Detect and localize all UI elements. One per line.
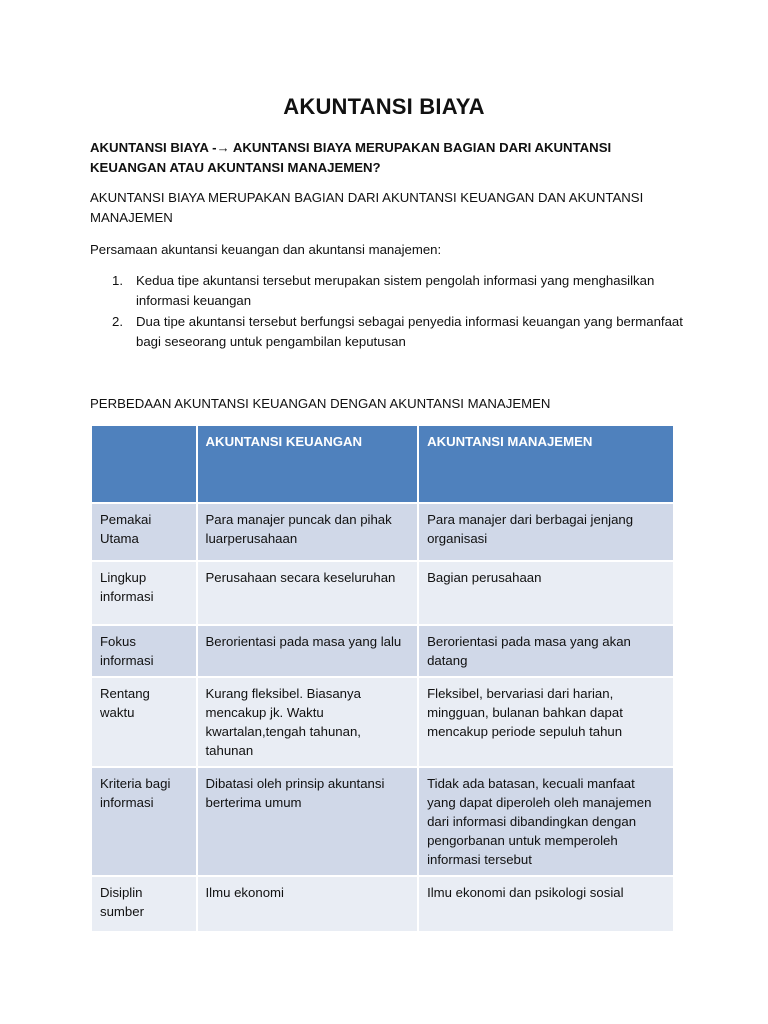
table-row — [91, 503, 674, 561]
list-number: 1. — [112, 273, 123, 288]
list-item — [90, 271, 690, 311]
cell-keuangan: Perusahaan secara keseluruhan — [197, 561, 419, 625]
row-label: Lingkup informasi — [91, 561, 197, 625]
list-item-text: Kedua tipe akuntansi tersebut merupakan sistem pengolah informasi yang menghasilkan informasi keuangan — [136, 273, 655, 308]
table-header-blank — [91, 425, 197, 503]
table-row — [91, 561, 674, 625]
table-row — [91, 677, 674, 767]
table-row — [91, 625, 674, 677]
table-header-row — [91, 425, 674, 503]
cell-keuangan: Berorientasi pada masa yang lalu — [197, 625, 419, 677]
row-label: Fokus informasi — [91, 625, 197, 677]
table-header-keuangan: AKUNTANSI KEUANGAN — [197, 425, 419, 503]
row-label: Pemakai Utama — [91, 503, 197, 561]
cell-manajemen: Berorientasi pada masa yang akan datang — [418, 625, 674, 677]
list-item — [90, 312, 690, 352]
cell-manajemen: Fleksibel, bervariasi dari harian, mingguan, bulanan bahkan dapat mencakup periode sepuluh tahun — [418, 677, 674, 767]
row-label: Rentang waktu — [91, 677, 197, 767]
list-number: 2. — [112, 314, 123, 329]
row-label: Kriteria bagi informasi — [91, 767, 197, 876]
differences-title: PERBEDAAN AKUNTANSI KEUANGAN DENGAN AKUNTANSI MANAJEMEN — [90, 396, 551, 411]
cell-manajemen: Para manajer dari berbagai jenjang organisasi — [418, 503, 674, 561]
cell-keuangan: Dibatasi oleh prinsip akuntansi berterima umum — [197, 767, 419, 876]
cell-manajemen: Bagian perusahaan — [418, 561, 674, 625]
cell-manajemen: Tidak ada batasan, kecuali manfaat yang dapat diperoleh oleh manajemen dari informasi dibandingkan dengan pengorbanan untuk memperoleh informasi tersebut — [418, 767, 674, 876]
table-row — [91, 876, 674, 932]
question-heading: AKUNTANSI BIAYA -→ AKUNTANSI BIAYA MERUPAKAN BAGIAN DARI AKUNTANSI KEUANGAN ATAU AKUNTANSI MANAJEMEN? — [90, 140, 612, 175]
page-title: AKUNTANSI BIAYA — [283, 94, 485, 119]
cell-keuangan: Kurang fleksibel. Biasanya mencakup jk. Waktu kwartalan,tengah tahunan, tahunan — [197, 677, 419, 767]
cell-keuangan: Ilmu ekonomi — [197, 876, 419, 932]
table-header-manajemen: AKUNTANSI MANAJEMEN — [418, 425, 674, 503]
comparison-table — [90, 424, 675, 933]
cell-manajemen: Ilmu ekonomi dan psikologi sosial — [418, 876, 674, 932]
list-item-text: Dua tipe akuntansi tersebut berfungsi sebagai penyedia informasi keuangan yang bermanfaat bagi seseorang untuk pengambilan keputusan — [136, 314, 683, 349]
cell-keuangan: Para manajer puncak dan pihak luarperusahaan — [197, 503, 419, 561]
similarities-list — [90, 271, 690, 353]
similarities-intro: Persamaan akuntansi keuangan dan akuntansi manajemen: — [90, 242, 442, 257]
row-label: Disiplin sumber — [91, 876, 197, 932]
table-row — [91, 767, 674, 876]
answer-paragraph: AKUNTANSI BIAYA MERUPAKAN BAGIAN DARI AKUNTANSI KEUANGAN DAN AKUNTANSI MANAJEMEN — [90, 190, 644, 225]
